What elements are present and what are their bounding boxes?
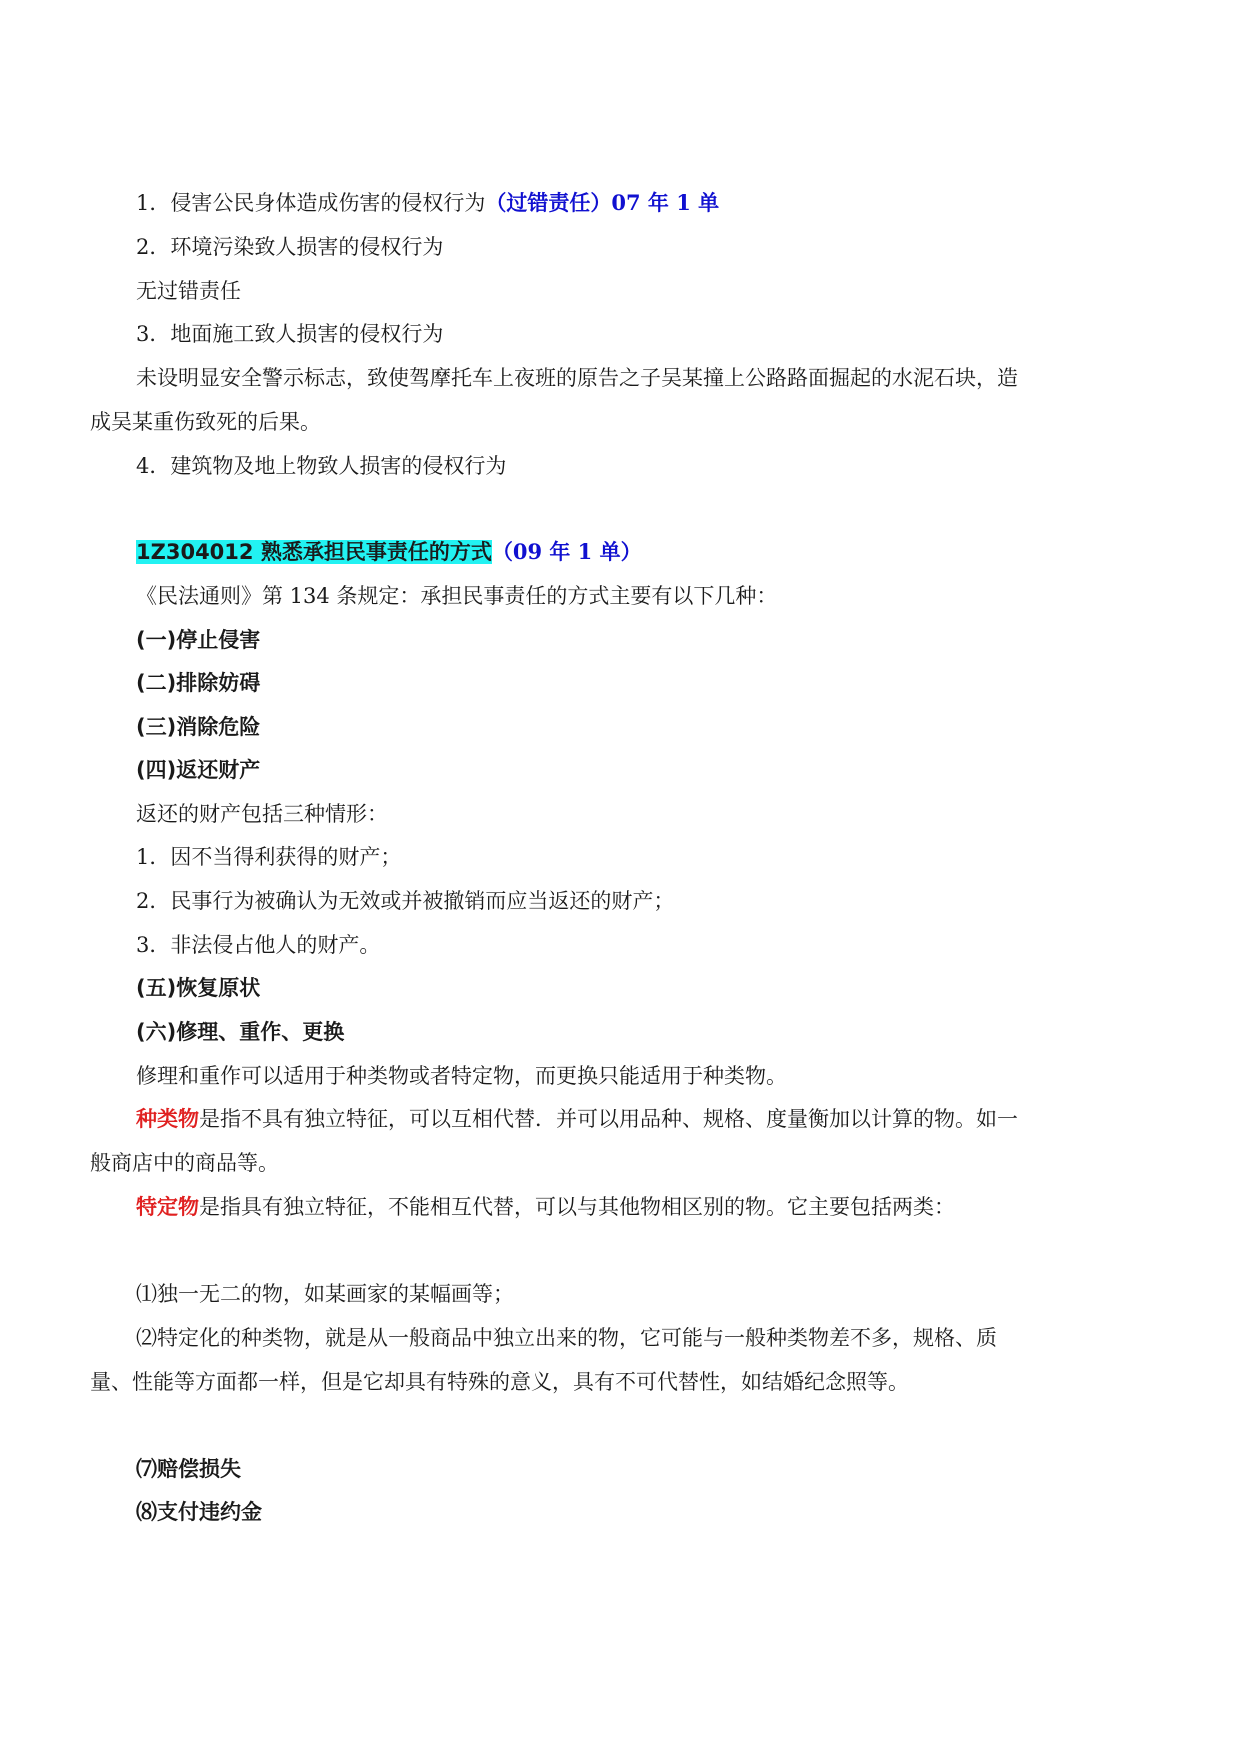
kind-definition-line2: 般商店中的商品等。 (90, 1151, 279, 1175)
repair-text: 修理和重作可以适用于种类物或者特定物，而更换只能适用于种类物。 (136, 1064, 787, 1088)
method-1: (一)停止侵害 (136, 628, 261, 652)
method-2: (二)排除妨碍 (136, 671, 261, 695)
kind-term: 种类物 (136, 1106, 199, 1131)
section-title: 1Z304012 熟悉承担民事责任的方式 (136, 540, 492, 564)
section-note: （09 年 1 单） (491, 539, 642, 564)
method-5: (五)恢复原状 (136, 976, 261, 1000)
specific-definition-text: 是指具有独立特征，不能相互代替，可以与其他物相区别的物。它主要包括两类： (199, 1195, 955, 1219)
return-case-3: 3．非法侵占他人的财产。 (136, 933, 381, 957)
item-ground-construction: 3．地面施工致人损害的侵权行为 (136, 322, 444, 346)
kind-definition-line1 (136, 1105, 1018, 1133)
fault-liability-note: （过错责任）07 年 1 单 (485, 190, 720, 215)
section-heading (136, 538, 642, 566)
method-3: (三)消除危险 (136, 715, 261, 739)
specific-definition (136, 1193, 955, 1221)
kind-definition-text: 是指不具有独立特征，可以互相代替．并可以用品种、规格、度量衡加以计算的物。如一 (199, 1107, 1018, 1131)
method-4: (四)返还财产 (136, 758, 261, 782)
item-environment-pollution: 2．环境污染致人损害的侵权行为 (136, 235, 444, 259)
specific-type-1: ⑴独一无二的物，如某画家的某幅画等； (136, 1282, 514, 1306)
no-fault-liability: 无过错责任 (136, 279, 241, 303)
item-bodily-injury (136, 189, 719, 217)
item-building-damage: 4．建筑物及地上物致人损害的侵权行为 (136, 454, 507, 478)
method-7: ⑺赔偿损失 (136, 1457, 241, 1481)
specific-term: 特定物 (136, 1194, 199, 1219)
return-case-1: 1．因不当得利获得的财产； (136, 845, 402, 869)
section-intro: 《民法通则》第 134 条规定：承担民事责任的方式主要有以下几种： (136, 584, 778, 608)
case-paragraph-line2: 成吴某重伤致死的后果。 (90, 410, 321, 434)
case-paragraph-line1: 未设明显安全警示标志，致使驾摩托车上夜班的原告之子吴某撞上公路路面掘起的水泥石块，造 (136, 366, 1018, 390)
specific-type-2-line2: 量、性能等方面都一样，但是它却具有特殊的意义，具有不可代替性，如结婚纪念照等。 (90, 1370, 909, 1394)
return-case-2: 2．民事行为被确认为无效或并被撤销而应当返还的财产； (136, 889, 675, 913)
item-bodily-injury-text: 1．侵害公民身体造成伤害的侵权行为 (136, 191, 486, 215)
method-8: ⑻支付违约金 (136, 1500, 262, 1524)
specific-type-2-line1: ⑵特定化的种类物，就是从一般商品中独立出来的物，它可能与一般种类物差不多，规格、质 (136, 1326, 997, 1350)
return-intro: 返还的财产包括三种情形： (136, 802, 388, 826)
method-6: (六)修理、重作、更换 (136, 1020, 345, 1044)
